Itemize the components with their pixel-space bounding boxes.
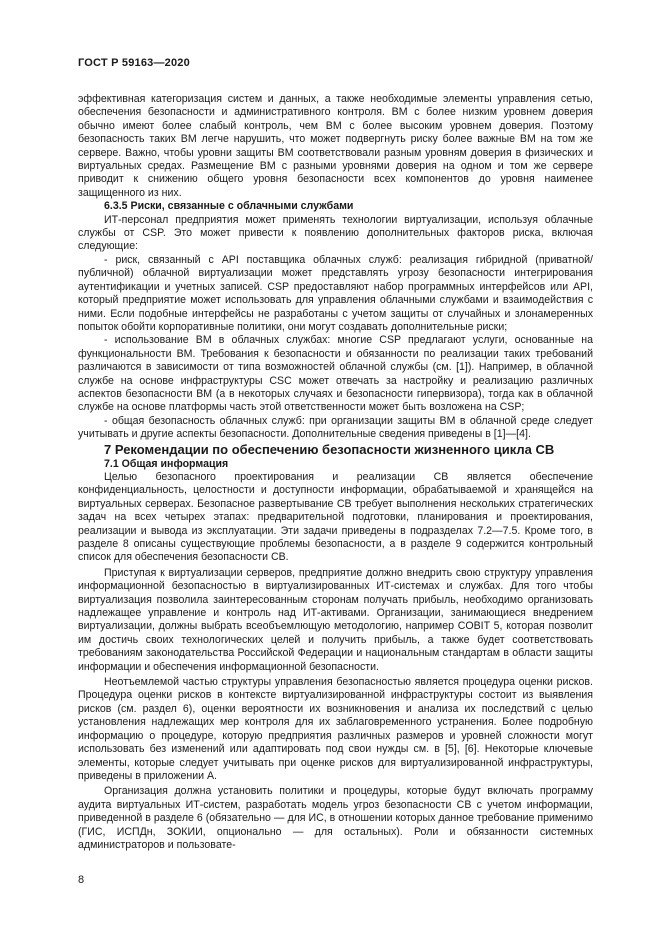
paragraph: Организация должна установить политики и процедуры, которые будут включать программу аудита виртуальных ИТ-систем, разработать модель угроз безопасности СВ с учетом информации, приведенной в разделе 6 (обязательно — для ИС, в отношении которых данное требование применимо (ГИС, ИСПДн, ЗОКИИ, опционально — для остальных). Роли и обязанности системных администраторов и пользовате-: [78, 785, 593, 851]
subsection-heading: 6.3.5 Риски, связанные с облачными службами: [104, 200, 354, 213]
page-number: 8: [78, 874, 85, 886]
page-body: [78, 93, 593, 852]
list-item: - использование ВМ в облачных службах: многие CSP предлагают услуги, основанные на функциональности ВМ. Требования к безопасности и обязанности по реализации таких требований различаются в зависимости от типа возможностей облачной службы (см. [1]). Например, в облачной службе на основе инфраструктуры CSC может отвечать за настройку и реализацию различных аспектов безопасности ВМ (а в некоторых случаях и безопасности гипервизора), тогда как в облачной службе на основе платформы часть этой ответственности может быть возложена на CSP;: [78, 334, 593, 414]
paragraph: Неотъемлемой частью структуры управления безопасностью является процедура оценки рисков. Процедура оценки рисков в контексте виртуализированной инфраструктуры состоит из выявления рисков (см. раздел 6), оценки вероятности их возникновения и анализа их последствий с целью установления надлежащих мер контроля для их заблаговременного устранения. Более подробную информацию о процедуре, которую предприятия различных размеров и уровней сложности могут использовать без изменений или адаптировать под свои нужды см. в [5], [6]. Некоторые ключевые элементы, которые следует учитывать при оценке рисков для виртуализированной инфраструктуры, приведены в приложении А.: [78, 676, 593, 782]
paragraph: Приступая к виртуализации серверов, предприятие должно внедрить свою структуру управления информационной безопасностью в виртуализированных ИТ-системах и службах. Для того чтобы виртуализация позволила заинтересованным сторонам получать прибыль, необходимо организовать надлежащее управление и контроль над ИТ-активами. Организации, занимающиеся внедрением виртуализации, должны выбрать всеобъемлющую методологию, например COBIT 5, которая позволит им достичь своих технологических целей и получить прибыль, а также будет соответствовать требованиям законодательства Российской Федерации и национальным стандартам в области защиты информации и обеспечения информационной безопасности.: [78, 566, 593, 673]
section-heading: 7 Рекомендации по обеспечению безопасности жизненного цикла СВ: [104, 441, 555, 457]
paragraph: ИТ-персонал предприятия может применять технологии виртуализации, используя облачные службы от CSP. Это может привести к появлению дополнительных факторов риска, включая следующие:: [78, 213, 593, 253]
paragraph-continuation: эффективная категоризация систем и данных, а также необходимые элементы управления сетью, обеспечения безопасности и административного контроля. ВМ с более низким уровнем доверия обычно имеют более слабый контроль, чем ВМ с более высоким уровнем доверия. Поэтому безопасность таких ВМ легче нарушить, что может подвергнуть риску более важные ВМ на том же сервере. Важно, чтобы уровни защиты ВМ соответствовали разным уровням доверия в физических и виртуальных средах. Размещение ВМ с разными уровнями доверия на одном и том же сервере приводит к снижению общего уровня безопасности всех компонентов до уровня наименее защищенного из них.: [78, 93, 593, 199]
list-item: - общая безопасность облачных служб: при организации защиты ВМ в облачной среде следует учитывать и другие аспекты безопасности. Дополнительные сведения приведены в [1]—[4].: [78, 414, 593, 441]
paragraph: Целью безопасного проектирования и реализации СВ является обеспечение конфиденциальность, целостности и доступности информации, обрабатываемой и хранящейся на виртуальных серверах. Безопасное развертывание СВ требует выполнения нескольких стратегических задач на всех четырех этапах: предварительной подготовки, планирования и проектирования, реализации и вывода из эксплуатации. Эти задачи приведены в подразделах 7.2—7.5. Кроме того, в разделе 8 описаны существующие проблемы безопасности, а в разделе 9 содержится контрольный список для обеспечения безопасности СВ.: [78, 470, 593, 564]
list-item: - риск, связанный с API поставщика облачных служб: реализация гибридной (приватной/публичной) облачной виртуализации может представлять угрозу безопасности интегрирования аутентификации и учетных записей. CSP предоставляют набор программных интерфейсов или API, который предприятие может использовать для управления облачными службами и взаимодействия с ними. Если подобные интерфейсы не разработаны с учетом защиты от случайных и злонамеренных попыток обойти корпоративные политики, они могут создавать дополнительные риски;: [78, 253, 593, 333]
subsection-heading: 7.1 Общая информация: [104, 457, 229, 470]
document-header: ГОСТ Р 59163—2020: [78, 57, 190, 69]
